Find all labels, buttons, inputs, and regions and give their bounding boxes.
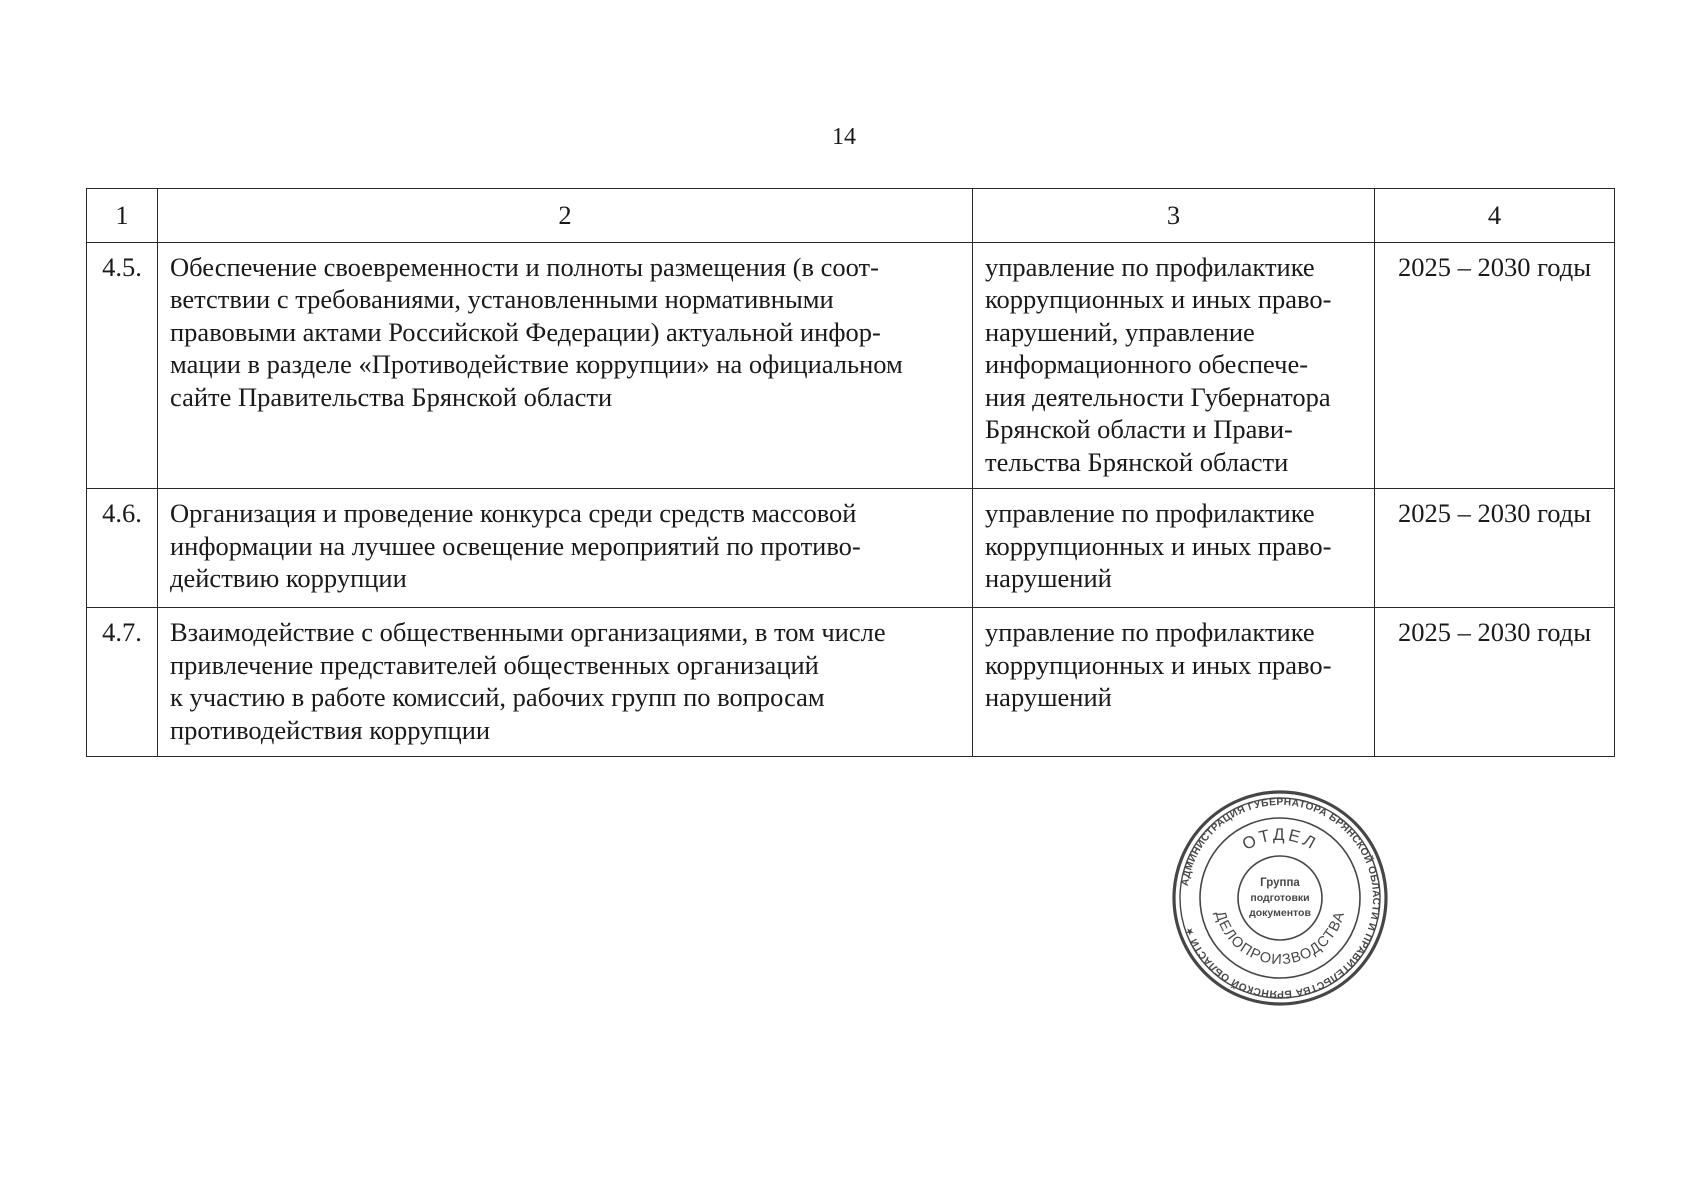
page-number: 14 xyxy=(832,124,856,150)
stamp-graphic xyxy=(1170,788,1390,1008)
measure-text: Обеспечение своевременности и полноты размещения (в соот- ветствии с требованиями, установленными нормативными правовыми актами Российской Федерации) актуальной инфор- мации в разделе «Противодействие коррупции» на официальном сайте Правительства Брянской области xyxy=(158,242,973,489)
responsible-text: управление по профилактике коррупционных и иных право- нарушений xyxy=(973,489,1375,608)
stamp-center-line-2: подготовки xyxy=(1250,892,1310,904)
row-number: 4.6. xyxy=(87,489,158,608)
stamp-middle-top-text: ОТДЕЛ xyxy=(1239,824,1322,855)
column-header-responsible: 3 xyxy=(973,189,1375,243)
row-number: 4.7. xyxy=(87,608,158,757)
row-number: 4.5. xyxy=(87,242,158,489)
column-header-term: 4 xyxy=(1375,189,1615,243)
measure-text: Взаимодействие с общественными организациями, в том числе привлечение представителей общественных организаций к участию в работе комиссий, рабочих групп по вопросам противодействия коррупции xyxy=(158,608,973,757)
table-header-row xyxy=(87,189,1615,243)
office-stamp xyxy=(1170,788,1390,1008)
stamp-outer-text: АДМИНИСТРАЦИЯ ГУБЕРНАТОРА БРЯНСКОЙ ОБЛАСТИ И ПРАВИТЕЛЬСТВА БРЯНСКОЙ ОБЛАСТИ ★ xyxy=(1179,797,1382,1000)
responsible-text: управление по профилактике коррупционных и иных право- нарушений, управление информационного обеспече- ния деятельности Губернатора Брянской области и Прави- тельства Брянской области xyxy=(973,242,1375,489)
term-text: 2025 – 2030 годы xyxy=(1375,608,1615,757)
measures-table xyxy=(86,188,1615,757)
table-row xyxy=(87,489,1615,608)
table-row xyxy=(87,608,1615,757)
column-header-measure: 2 xyxy=(158,189,973,243)
column-header-number: 1 xyxy=(87,189,158,243)
stamp-middle-bottom-text: ДЕЛОПРОИЗВОДСТВА xyxy=(1211,909,1349,969)
table-row xyxy=(87,242,1615,489)
responsible-text: управление по профилактике коррупционных и иных право- нарушений xyxy=(973,608,1375,757)
stamp-center-line-1: Группа xyxy=(1260,877,1300,889)
term-text: 2025 – 2030 годы xyxy=(1375,242,1615,489)
term-text: 2025 – 2030 годы xyxy=(1375,489,1615,608)
stamp-center-line-3: документов xyxy=(1249,907,1311,919)
measure-text: Организация и проведение конкурса среди средств массовой информации на лучшее освещение мероприятий по противо- действию коррупции xyxy=(158,489,973,608)
